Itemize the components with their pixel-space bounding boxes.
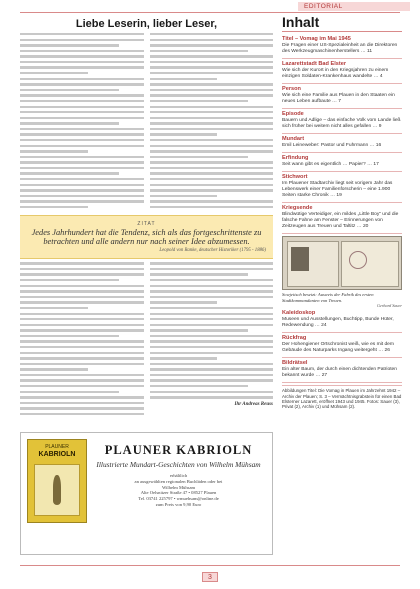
toc-entry-description: Bauern und Adlige – das einfache Volk vom Lande ließ sich früher bei weitem nicht alles gefallen … 9 xyxy=(282,118,401,129)
ad-title: PLAUNER KABRIOLN xyxy=(104,443,253,457)
toc-entry[interactable] xyxy=(282,308,402,333)
ad-line: zum Preis von 9,90 Euro xyxy=(155,501,202,507)
book-cover-illustration xyxy=(34,464,80,516)
toc-page-number: 4 xyxy=(379,74,383,79)
toc-entry-description: Museen und Ausstellungen, Buchtipp, Bunde Hüter, Redewendung … 24 xyxy=(282,317,394,329)
article-column-right xyxy=(150,33,274,212)
toc-entry[interactable] xyxy=(282,203,402,234)
toc-entry-heading: Titel – Vomag im Mai 1945 xyxy=(282,36,351,42)
book-cover-title: KABRIOLN xyxy=(38,451,76,458)
toc-page-number: 17 xyxy=(373,162,379,167)
quote-text: Jedes Jahrhundert hat die Tendenz, sich als das fortgeschrittenste zu betrachten und alle andern nur nach seiner Idee abzumessen. xyxy=(31,227,262,246)
toc-entry[interactable] xyxy=(282,34,402,59)
ad-line: Wilhelm Mühsam xyxy=(161,484,196,490)
article-signature: Ihr Andreas Reuss xyxy=(234,401,273,407)
ad-line: Alte Oelsnitzer Straße 47 • 08527 Plauen xyxy=(140,490,217,496)
toc-entry-heading: Mundart xyxy=(282,136,305,142)
toc-entry-heading: Kriegsende xyxy=(282,205,313,211)
toc-entry[interactable] xyxy=(282,358,402,383)
toc-entry-heading: Erfindung xyxy=(282,155,309,161)
toc-page-number: 11 xyxy=(367,49,373,54)
toc-entry-description: Der Hohengiener Ortschronist weiß, wie es mit dem Gebäude des Naturparks Ingang weitergeht … 26 xyxy=(282,342,394,354)
ad-line: Tel. 03741 225797 • wmuehsam@online.de xyxy=(138,496,219,502)
toc-entry-description: Die Fragen einer US-Spezialeinheit an die Direktoren des Werkzeugmaschinenherstellers … 11 xyxy=(282,43,398,54)
ad-line: erhältlich xyxy=(169,473,188,478)
image-credits: Abbildungen Titel: Die Vomag in Plauen im Jahrzehnt 1942 – Archiv der Plauen; S. 3 – Vermächtnisgrabstein für einen Bad Elsterner Lazarett, eröffnet 1943 und 1945. Fotos: Sauer (3), Privat (2), Archiv (1) und Mühsam (2). xyxy=(282,385,402,410)
toc-page-number: 26 xyxy=(384,348,390,354)
toc-entry-heading: Lazarettstadt Bad Elster xyxy=(282,61,347,67)
toc-entry-description: Im Plauener Stadtarchiv liegt seit vorigem Jahr das Lebenswerk einer Familienforscherin – eine 1.900 Seiten starke Chronik … 19 xyxy=(282,181,393,198)
toc-entry-heading: Person xyxy=(282,86,301,92)
article-columns-top xyxy=(20,33,273,212)
toc-title: Inhalt xyxy=(282,14,402,32)
article-column-left xyxy=(20,33,144,212)
footer-rule xyxy=(20,565,400,566)
table-of-contents xyxy=(282,14,402,410)
toc-page-number: 20 xyxy=(362,224,369,229)
page-number: 3 xyxy=(202,572,218,582)
article-column-right-2 xyxy=(150,262,274,418)
book-cover-top: PLAUNER xyxy=(45,444,69,450)
section-label: EDITORIAL xyxy=(298,2,410,11)
article-headline: Liebe Leserin, lieber Leser, xyxy=(75,18,218,30)
toc-entry[interactable] xyxy=(282,134,402,153)
portrait-photo xyxy=(291,247,309,271)
toc-entry[interactable] xyxy=(282,84,402,109)
quote-label: ZITAT xyxy=(137,220,156,227)
toc-entry-description: Wie sich eine Familie aus Plauen in den Staaten ein neues Leben aufbaute … 7 xyxy=(282,93,395,104)
editorial-article xyxy=(20,18,273,419)
toc-entry-heading: Bildrätsel xyxy=(282,360,308,367)
historic-id-document-photo xyxy=(282,236,402,290)
quote-source: Leopold von Ranke, deutscher Historiker (1795 - 1886) xyxy=(159,248,266,254)
toc-entry[interactable] xyxy=(282,109,402,134)
toc-entry[interactable] xyxy=(282,172,402,203)
toc-page-number: 7 xyxy=(338,99,342,104)
toc-entry-description: Wie sich der Kurort in den Kriegsjahren zu einem einzigen Soldaten-Krankenhaus wandelte … 4 xyxy=(282,68,389,79)
toc-entry-heading: Episode xyxy=(282,111,304,117)
toc-entry-heading: Rückfrag xyxy=(282,335,307,342)
toc-entry[interactable] xyxy=(282,153,402,172)
toc-page-number: 19 xyxy=(336,193,342,198)
article-columns-bottom xyxy=(20,262,273,418)
stamp-icon xyxy=(349,251,367,269)
toc-entry-heading: Kaleidoskop xyxy=(282,310,316,317)
photo-caption: Sowjetisch besetzt: Ausweis der Fabrik des ersten Stadtkommandanten von Treuen. xyxy=(282,292,374,303)
book-cover xyxy=(27,439,87,523)
article-column-left-2 xyxy=(20,262,144,418)
toc-entry-heading: Stichwort xyxy=(282,174,308,180)
ad-subtitle: Illustrierte Mundart-Geschichten von Wilhelm Mühsam xyxy=(96,460,261,469)
ad-text xyxy=(93,443,264,508)
toc-page-number: 24 xyxy=(321,323,327,329)
toc-entry-description: Blindwütige Verteidiger, ein mildes „Little Boy“ und die falsche Fahne am Fenster – Erinnerungen von Zeitzeugen aus Treuen und Taltitz … 20 xyxy=(282,212,399,229)
toc-entry-description: Emil Leineweber: Pastor und Fuhrmann … 16 xyxy=(282,143,382,148)
toc-page-number: 16 xyxy=(375,143,382,148)
toc-entry-description: Ein alter Baum, der durch einen dichtenden Patrioten bekannt wurde … 27 xyxy=(282,367,398,379)
ad-details xyxy=(93,473,264,508)
toc-entry[interactable] xyxy=(282,59,402,84)
toc-entry[interactable] xyxy=(282,333,402,358)
book-advertisement xyxy=(20,432,273,555)
toc-page-number: 9 xyxy=(378,124,382,129)
toc-entry-description: Seit wann gibt es eigentlich … Papier? … 17 xyxy=(282,162,379,167)
photo-credit: Gerhard Sauer xyxy=(376,303,402,309)
quote-box xyxy=(20,215,273,260)
toc-page-number: 27 xyxy=(321,373,328,379)
ad-line: an ausgewählten regionalen Buchläden oder bei xyxy=(134,478,223,484)
